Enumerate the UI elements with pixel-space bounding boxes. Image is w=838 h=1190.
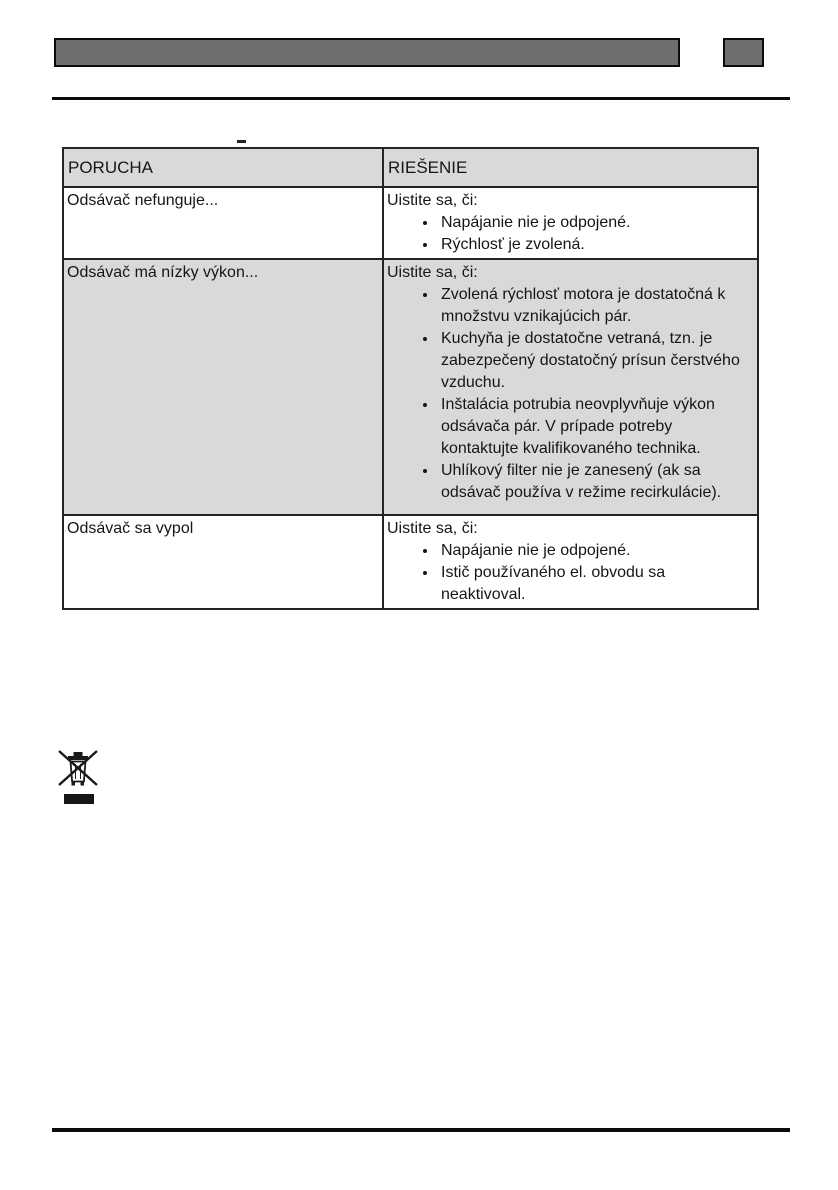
solution-list [387, 212, 753, 256]
table-row-low-performance [63, 259, 758, 515]
solution-item: • Kuchyňa je dostatočne vetraná, tzn. je zabezpečený dostatočný prísun čerstvého vzduchu. [438, 328, 749, 394]
solution-cell [383, 259, 758, 515]
solution-list [387, 284, 753, 504]
solution-item: • Zvolená rýchlosť motora je dostatočná k množstvu vznikajúcich pár. [438, 284, 749, 328]
fault-cell: Odsávač nefunguje... [63, 187, 383, 259]
solution-item: • Napájanie nie je odpojené. [438, 540, 749, 562]
weee-crossed-out-bin-icon [56, 744, 100, 806]
column-header-solution: RIEŠENIE [383, 148, 758, 187]
solution-item: • Istič používaného el. obvodu sa neaktivoval. [438, 562, 749, 606]
fault-cell: Odsávač sa vypol [63, 515, 383, 609]
solution-item: • Rýchlosť je zvolená. [438, 234, 749, 256]
solution-intro: Uistite sa, či: [387, 264, 478, 281]
solution-intro: Uistite sa, či: [387, 520, 478, 537]
column-header-fault: PORUCHA [63, 148, 383, 187]
redacted-title-bar [54, 38, 680, 67]
table-row-hood-not-working [63, 187, 758, 259]
troubleshooting-table [62, 147, 759, 610]
solution-cell [383, 187, 758, 259]
solution-intro: Uistite sa, či: [387, 192, 478, 209]
table-header-row [63, 148, 758, 187]
redacted-page-badge [723, 38, 764, 67]
scan-artifact-mark [237, 140, 246, 143]
header-rule [52, 97, 790, 100]
solution-cell [383, 515, 758, 609]
solution-list [387, 540, 753, 606]
fault-cell: Odsávač má nízky výkon... [63, 259, 383, 515]
solution-item: • Napájanie nie je odpojené. [438, 212, 749, 234]
table-row-hood-switched-off [63, 515, 758, 609]
solution-item: • Inštalácia potrubia neovplyvňuje výkon odsávača pár. V prípade potreby kontaktujte kvalifikovaného technika. [438, 394, 749, 460]
footer-rule [52, 1128, 790, 1132]
solution-item: • Uhlíkový filter nie je zanesený (ak sa odsávač používa v režime recirkulácie). [438, 460, 749, 504]
